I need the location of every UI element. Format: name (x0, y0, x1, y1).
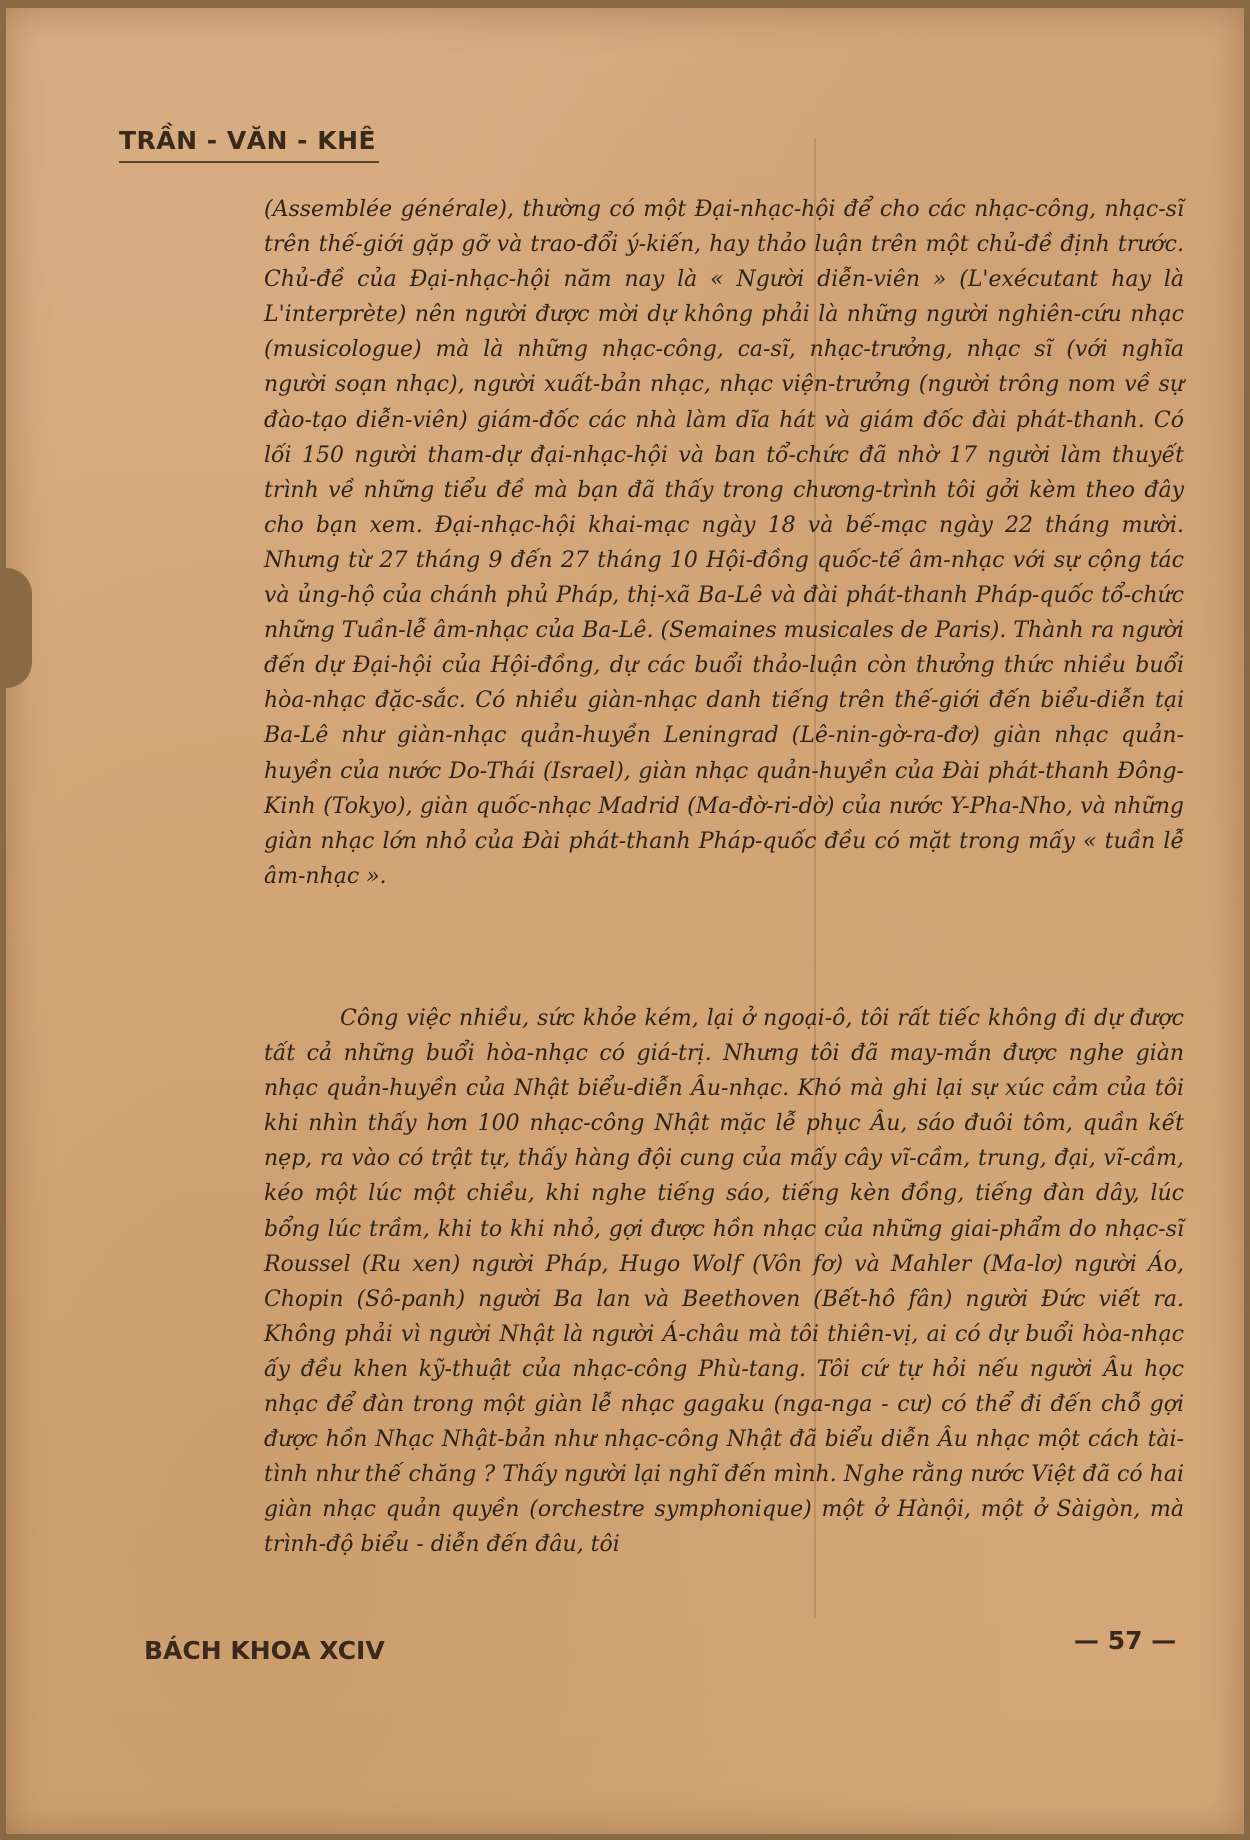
torn-edge (6, 568, 32, 688)
paragraph-2: Công việc nhiều, sức khỏe kém, lại ở ngoại-ô, tôi rất tiếc không đi dự được tất cả những buổi hòa-nhạc có giá-trị. Nhưng tôi đã may-mắn được nghe giàn nhạc quản-huyền của Nhật biểu-diễn Âu-nhạc. Khó mà ghi lại sự xúc cảm của tôi khi nhìn thấy hơn 100 nhạc-công Nhật mặc lễ phục Âu, sáo đuôi tôm, quần kết nẹp, ra vào có trật tự, thấy hàng đội cung của mấy cây vĩ-cầm, trung, đại, vĩ-cầm, kéo một lúc một chiều, khi nghe tiếng sáo, tiếng kèn đồng, tiếng đàn dây, lúc bổng lúc trầm, khi to khi nhỏ, gợi được hồn nhạc của những giai-phẩm do nhạc-sĩ Roussel (Ru xen) người Pháp, Hugo Wolf (Vôn fơ) và Mahler (Ma-lơ) người Áo, Chopin (Sô-panh) người Ba lan và Beethoven (Bết-hô fân) người Đức viết ra. Không phải vì người Nhật là người Á-châu mà tôi thiên-vị, ai có dự buổi hòa-nhạc ấy đều khen kỹ-thuật của nhạc-công Phù-tang. Tôi cứ tự hỏi nếu người Âu học nhạc để đàn trong một giàn lễ nhạc gagaku (nga-nga - cư) có thể đi đến chỗ gợi được hồn Nhạc Nhật-bản như nhạc-công Nhật đã biểu diễn Âu nhạc một cách tài-tình như thế chăng ? Thấy người lại nghĩ đến mình. Nghe rằng nước Việt đã có hai giàn nhạc quản quyền (orchestre symphonique) một ở Hànội, một ở Sàigòn, mà trình-độ biểu - diễn đến đâu, tôi (264, 1006, 1184, 1558)
page-number: — 57 — (1074, 1626, 1177, 1655)
paragraph-1: (Assemblée générale), thường có một Đại-nhạc-hội để cho các nhạc-công, nhạc-sĩ trên thế-giới gặp gỡ và trao-đổi ý-kiến, hay thảo luận trên một chủ-đề định trước. Chủ-đề của Đại-nhạc-hội năm nay là « Người diễn-viên » (L'exécutant hay là L'interprète) nên người được mời dự không phải là những người nghiên-cứu nhạc (musicologue) mà là những nhạc-công, ca-sĩ, nhạc-trưởng, nhạc sĩ (với nghĩa người soạn nhạc), người xuất-bản nhạc, nhạc viện-trưởng (người trông nom về sự đào-tạo diễn-viên) giám-đốc các nhà làm dĩa hát và giám đốc đài phát-thanh. Có lối 150 người tham-dự đại-nhạc-hội và ban tổ-chức đã nhờ 17 người làm thuyết trình về những tiểu đề mà bạn đã thấy trong chương-trình tôi gởi kèm theo đây cho bạn xem. Đại-nhạc-hội khai-mạc ngày 18 và bế-mạc ngày 22 tháng mười. Nhưng từ 27 tháng 9 đến 27 tháng 10 Hội-đồng quốc-tế âm-nhạc với sự cộng tác và ủng-hộ của chánh phủ Pháp, thị-xã Ba-Lê và đài phát-thanh Pháp-quốc tổ-chức những Tuần-lễ âm-nhạc của Ba-Lê. (Semaines musicales de Paris). Thành ra người đến dự Đại-hội của Hội-đồng, dự các buổi thảo-luận còn thưởng thức nhiều buổi hòa-nhạc đặc-sắc. Có nhiều giàn-nhạc danh tiếng trên thế-giới đến biểu-diễn tại Ba-Lê như giàn-nhạc quản-huyền Leningrad (Lê-nin-gờ-ra-đơ) giàn nhạc quản-huyền của nước Do-Thái (Israel), giàn nhạc quản-huyền của Đài phát-thanh Đông-Kinh (Tokyo), giàn quốc-nhạc Madrid (Ma-đờ-ri-dờ) của nước Y-Pha-Nho, và những giàn nhạc lớn nhỏ của Đài phát-thanh Pháp-quốc đều có mặt trong mấy « tuần lễ âm-nhạc ». (264, 197, 1184, 889)
magazine-footer: BÁCH KHOA XCIV (144, 1636, 385, 1665)
author-header: TRẦN - VĂN - KHÊ (119, 126, 377, 155)
header-rule (119, 161, 379, 163)
page-sheet (6, 8, 1244, 1834)
